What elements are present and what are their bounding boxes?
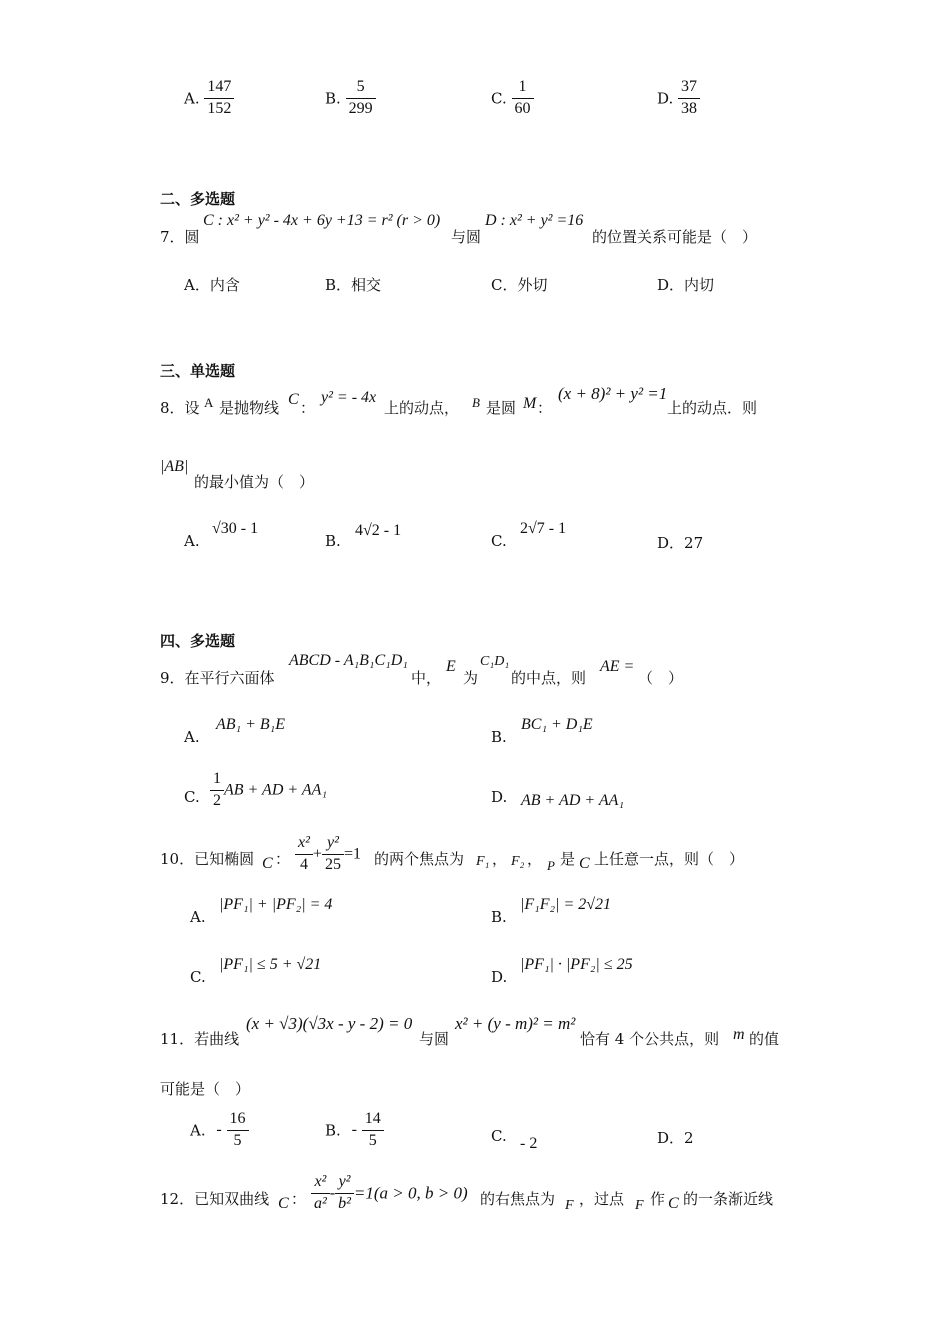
q10-option-c-label: C. xyxy=(190,968,206,986)
q9-text: 为 xyxy=(463,669,479,687)
q6-option-a xyxy=(184,78,234,119)
q8-option-c-value: 2√7 - 1 xyxy=(520,520,567,537)
q12-hyperbola xyxy=(311,1173,468,1214)
denominator: a² xyxy=(314,1195,327,1213)
q11-curve: (x + √3)(√3x - y - 2) = 0 xyxy=(246,1014,413,1033)
q9-option-b-label: B. xyxy=(491,728,507,746)
q10-var: C xyxy=(579,855,590,872)
q11-text: 恰有 4 个公共点，则 xyxy=(580,1030,720,1048)
q10-text: ， xyxy=(492,850,508,868)
option-label: A. xyxy=(190,1121,206,1140)
fraction xyxy=(322,834,344,875)
denominator: 2 xyxy=(213,792,221,810)
denominator: 299 xyxy=(348,100,373,118)
q10-text: ： xyxy=(275,850,291,868)
q11-option-c-value: - 2 xyxy=(520,1135,538,1152)
q11-circle: x² + (y - m)² = m² xyxy=(455,1014,576,1033)
q9-text: 中， xyxy=(411,669,442,687)
q8-text: 的最小值为（ ） xyxy=(194,473,315,491)
denominator: b² xyxy=(338,1195,351,1213)
q8-circle: (x + 8)² + y² =1 xyxy=(558,384,668,403)
q10-option-a-value: |PF₁| + |PF₂| = 4 xyxy=(219,896,333,913)
fraction xyxy=(311,1173,330,1214)
option-label: C. xyxy=(491,89,507,108)
numerator: 1 xyxy=(213,770,221,787)
q6-option-b xyxy=(325,78,376,119)
fraction xyxy=(295,834,313,875)
q7-option-d: D．内切 xyxy=(657,276,715,294)
q12-text: 的右焦点为 xyxy=(480,1190,556,1208)
q7-number: 7．圆 xyxy=(160,228,200,246)
numerator: y² xyxy=(326,834,339,851)
q11-option-d: D．2 xyxy=(657,1129,694,1147)
q10-var: F₁ xyxy=(476,854,490,869)
numerator: x² xyxy=(314,1173,327,1190)
q10-var: P xyxy=(547,858,555,873)
fraction xyxy=(227,1110,249,1151)
q10-text: 是 xyxy=(560,850,576,868)
q7-text: 的位置关系可能是（ ） xyxy=(592,228,758,246)
q9-option-c-label: C. xyxy=(184,788,200,806)
denominator: 60 xyxy=(514,100,531,118)
fraction xyxy=(346,78,376,119)
fraction xyxy=(204,78,234,119)
numerator: 1 xyxy=(518,78,527,95)
q10-ellipse xyxy=(295,834,361,875)
denominator: 152 xyxy=(207,100,232,118)
section-title: 三、单选题 xyxy=(160,362,236,380)
q8-text: ： xyxy=(537,399,553,417)
equals: =1 xyxy=(343,845,361,863)
q10-option-d-label: D. xyxy=(491,968,508,986)
q10-text: 上任意一点，则（ ） xyxy=(594,850,745,868)
q10-var: F₂ xyxy=(511,854,525,869)
q8-option-b-value: 4√2 - 1 xyxy=(355,522,402,539)
condition: =1(a > 0, b > 0) xyxy=(353,1183,468,1203)
q11-option-c-label: C. xyxy=(491,1127,507,1145)
q6-option-c xyxy=(491,78,534,119)
q6-option-d xyxy=(657,78,700,119)
q9-number: 9．在平行六面体 xyxy=(160,669,275,687)
q9-edge: C₁D₁ xyxy=(480,654,510,669)
q12-text: 作 xyxy=(650,1190,666,1208)
denominator: 25 xyxy=(324,856,341,874)
q9-option-c-value xyxy=(210,770,327,811)
denominator: 5 xyxy=(368,1132,377,1150)
q8-var: M xyxy=(523,395,537,412)
q8-option-d: D．27 xyxy=(657,534,704,552)
q12-var: C xyxy=(278,1195,289,1212)
q10-number: 10．已知椭圆 xyxy=(160,850,255,868)
numerator: x² xyxy=(298,834,310,851)
q8-text: 是抛物线 xyxy=(219,399,280,417)
denominator: 4 xyxy=(299,856,308,874)
q12-text: ，过点 xyxy=(579,1190,625,1208)
q10-text: 的两个焦点为 xyxy=(374,850,465,868)
q9-option-d-value: AB + AD + AA₁ xyxy=(521,792,624,809)
denominator: 5 xyxy=(233,1132,242,1150)
fraction xyxy=(362,1110,384,1151)
q8-var: B xyxy=(472,395,480,410)
option-label: A. xyxy=(184,89,200,108)
q8-option-b-label: B. xyxy=(325,532,341,550)
q10-var: C xyxy=(262,855,273,872)
q8-var: A xyxy=(204,395,214,410)
vector-sum: AB + AD + AA₁ xyxy=(224,781,327,799)
q8-text: 是圆 xyxy=(486,399,517,417)
q8-number: 8．设 xyxy=(160,399,200,417)
q9-option-d-label: D. xyxy=(491,788,508,806)
fraction xyxy=(210,770,224,811)
q8-text: 上的动点， xyxy=(384,399,460,417)
numerator: 37 xyxy=(681,78,698,95)
q7-circle-c: C : x² + y² - 4x + 6y +13 = r² (r > 0) xyxy=(203,212,441,229)
q12-text: 的一条渐近线 xyxy=(683,1190,774,1208)
q11-text: 可能是（ ） xyxy=(160,1080,251,1098)
numerator: 16 xyxy=(229,1110,246,1127)
q9-solid: ABCD - A₁B₁C₁D₁ xyxy=(289,652,408,669)
option-label: B. xyxy=(325,89,341,108)
q7-option-c: C．外切 xyxy=(491,276,548,294)
q7-option-a: A．内含 xyxy=(184,276,240,294)
q12-var: F xyxy=(565,1198,574,1213)
q8-option-a-label: A. xyxy=(184,532,200,550)
q9-vec-ae: AE = xyxy=(600,658,635,675)
section-title: 四、多选题 xyxy=(160,632,236,650)
q9-var: E xyxy=(446,658,456,675)
fraction xyxy=(678,78,700,119)
q9-option-a-value: AB₁ + B₁E xyxy=(216,716,286,733)
q9-text: 的中点，则 xyxy=(511,669,587,687)
q9-option-a-label: A. xyxy=(184,728,200,746)
numerator: 14 xyxy=(364,1110,381,1127)
q10-option-a-label: A. xyxy=(190,908,206,926)
q10-option-b-value: |F₁F₂| = 2√21 xyxy=(520,896,612,913)
q12-var: C xyxy=(668,1195,679,1212)
minus: - xyxy=(329,1184,336,1202)
q11-option-b xyxy=(325,1110,384,1151)
section-title: 二、多选题 xyxy=(160,190,236,208)
q10-option-c-value: |PF₁| ≤ 5 + √21 xyxy=(219,956,322,973)
minus-sign: - xyxy=(351,1121,357,1139)
numerator: 147 xyxy=(207,78,232,95)
q8-text: 上的动点．则 xyxy=(667,399,758,417)
q8-var: C xyxy=(288,391,299,408)
q11-var: m xyxy=(733,1026,745,1043)
q7-text: 与圆 xyxy=(451,228,482,246)
q8-abs-ab: |AB| xyxy=(160,458,189,475)
q7-option-b: B．相交 xyxy=(325,276,382,294)
minus-sign: - xyxy=(216,1121,222,1139)
q8-option-a-value: √30 - 1 xyxy=(212,520,259,537)
q10-text: ， xyxy=(527,850,543,868)
fraction xyxy=(512,78,534,119)
q12-number: 12．已知双曲线 xyxy=(160,1190,270,1208)
denominator: 38 xyxy=(681,100,698,118)
q12-var: F xyxy=(635,1198,644,1213)
q11-option-a xyxy=(190,1110,249,1151)
plus: + xyxy=(312,845,322,863)
option-label: D. xyxy=(657,89,674,108)
numerator: y² xyxy=(338,1173,351,1190)
option-label: B. xyxy=(325,1121,341,1140)
q10-option-d-value: |PF₁| · |PF₂| ≤ 25 xyxy=(520,956,633,973)
q9-text: （ ） xyxy=(638,669,684,687)
q10-option-b-label: B. xyxy=(491,908,507,926)
q11-number: 11．若曲线 xyxy=(160,1030,240,1048)
q8-parabola: y² = - 4x xyxy=(321,389,377,406)
q8-option-c-label: C. xyxy=(491,532,507,550)
q7-circle-d: D : x² + y² =16 xyxy=(485,212,584,229)
q8-text: ： xyxy=(300,399,316,417)
q9-option-b-value: BC₁ + D₁E xyxy=(521,716,593,733)
fraction xyxy=(335,1173,354,1214)
q11-text: 的值 xyxy=(749,1030,780,1048)
numerator: 5 xyxy=(356,78,365,95)
q11-text: 与圆 xyxy=(419,1030,450,1048)
q12-text: ： xyxy=(291,1190,307,1208)
